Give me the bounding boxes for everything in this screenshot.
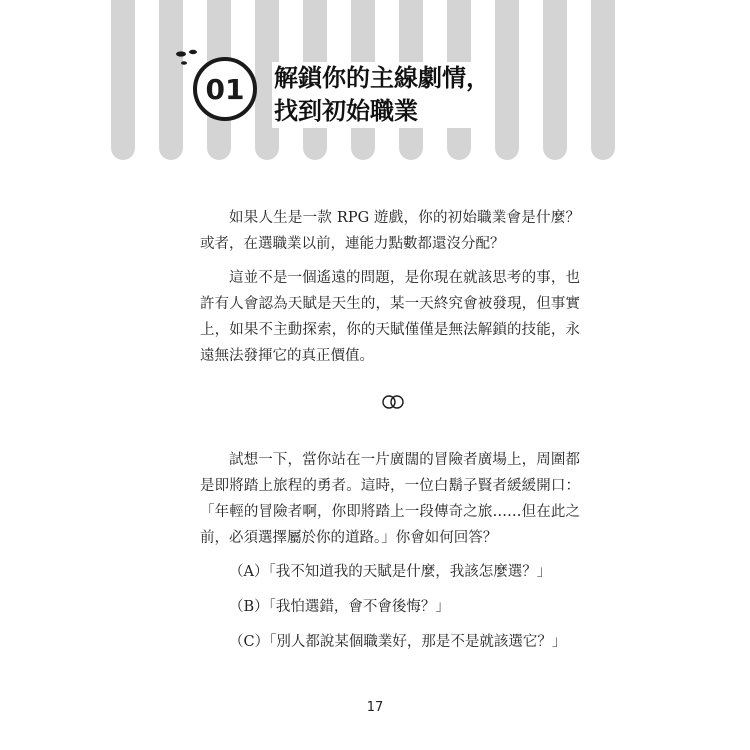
paragraph: 如果人生是一款 RPG 遊戲，你的初始職業會是什麼？或者，在選職業以前，連能力點數都還沒分配？ [200, 210, 580, 252]
chapter-number: 01 [205, 72, 245, 106]
option-c: （C）「別人都說某個職業好，那是不是就該選它？」 [229, 634, 567, 650]
header-stripe [543, 0, 567, 160]
header-stripe [615, 0, 639, 160]
option-b: （B）「我怕選錯，會不會後悔？」 [229, 599, 450, 615]
option-a: （A）「我不知道我的天賦是什麼，我該怎麼選？」 [229, 564, 552, 580]
header-stripe [591, 0, 615, 160]
header-stripe [495, 0, 519, 160]
header-stripe [519, 0, 543, 160]
paragraph: 這並不是一個遙遠的問題，是你現在就該思考的事，也許有人會認為天賦是天生的，某一天終究會被發現，但事實上，如果不主動探索，你的天賦僅僅是無法解鎖的技能，永遠無法發揮它的真正價值。 [200, 270, 580, 364]
header-stripe [159, 0, 183, 160]
ring-divider-icon [380, 394, 406, 410]
scenario-text-block [200, 447, 580, 664]
header-stripe [135, 0, 159, 160]
intro-text-block [200, 205, 580, 377]
chapter-number-badge [193, 57, 257, 121]
chapter-title-line-1: 解鎖你的主線劇情， [274, 64, 490, 92]
header-stripe [111, 0, 135, 160]
page-number: 17 [366, 700, 384, 715]
header-stripe [567, 0, 591, 160]
chapter-title-line-2: 找到初始職業 [274, 97, 418, 125]
paragraph: 試想一下，當你站在一片廣闊的冒險者廣場上，周圍都是即將踏上旅程的勇者。這時，一位白鬍子賢者緩緩開口：「年輕的冒險者啊，你即將踏上一段傳奇之旅……但在此之前，必須選擇屬於你的道路。」你會如何回答？ [200, 452, 580, 546]
chapter-title [272, 62, 492, 128]
